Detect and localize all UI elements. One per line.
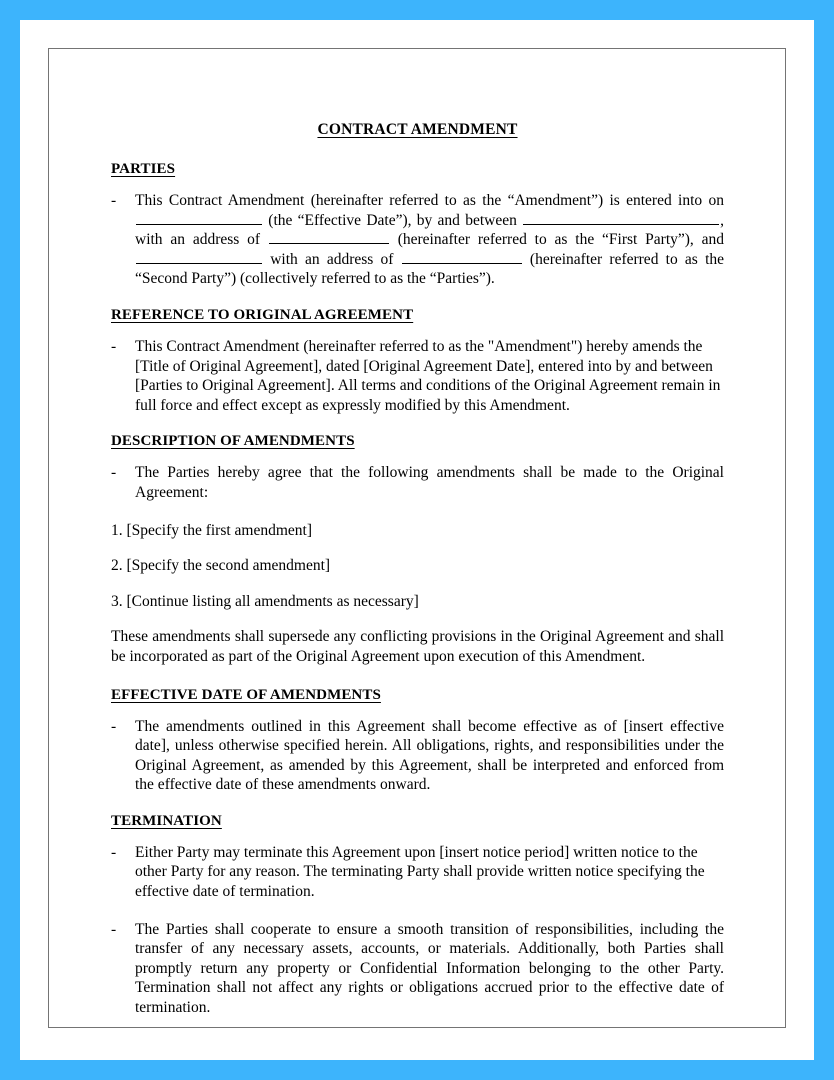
bullet-text-description: The Parties hereby agree that the following amendments shall be made to the Original Agreement: [135, 464, 724, 501]
document-body [111, 121, 724, 1036]
section-heading-effective-date-text: EFFECTIVE DATE OF AMENDMENTS [111, 686, 381, 703]
bullet-dash-marker: - [111, 717, 117, 735]
blank-effective-date[interactable] [136, 211, 262, 225]
parties-text-part-4: (hereinafter referred to as the “First Party”), and [397, 231, 725, 249]
bullet-text-termination-1: Either Party may terminate this Agreement upon [insert notice period] written notice to the other Party for any reason. The terminating Party shall provide written notice specifying the effective date of termination. [135, 843, 705, 901]
bullet-parties [111, 191, 724, 289]
bullet-text-parties [135, 191, 724, 289]
section-parties [111, 161, 724, 289]
bullet-dash-marker: - [111, 464, 117, 482]
blank-first-party-name[interactable] [523, 211, 719, 225]
section-heading-parties [111, 161, 724, 178]
section-termination [111, 813, 724, 1018]
section-effective-date-of-amendments [111, 687, 724, 795]
section-heading-effective-date [111, 687, 724, 704]
bullet-termination-2 [111, 920, 724, 1018]
blank-first-party-address[interactable] [269, 230, 389, 244]
section-heading-parties-text: PARTIES [111, 161, 176, 177]
document-title [111, 121, 724, 139]
section-heading-description-text: DESCRIPTION OF AMENDMENTS [111, 433, 355, 450]
bullet-dash-marker: - [111, 843, 117, 861]
parties-text-part-6: (hereinafter referred to as the “Second Party”) (collectively referred to as the “Parties”). [135, 250, 724, 288]
parties-text-part-5: with an address of [270, 250, 394, 268]
bullet-dash-marker: - [111, 192, 117, 209]
section-heading-reference [111, 307, 724, 324]
section-description-of-amendments [111, 433, 724, 666]
blank-second-party-name[interactable] [136, 250, 262, 264]
description-closing-paragraph: These amendments shall supersede any conflicting provisions in the Original Agreement and shall be incorporated as part of the Original Agreement upon execution of this Amendment. [111, 628, 724, 665]
section-heading-description [111, 433, 724, 450]
page-sheet [20, 20, 814, 1060]
bullet-reference [111, 337, 724, 415]
bullet-text-effective-date: The amendments outlined in this Agreement shall become effective as of [insert effective date], unless otherwise specified herein. All obligations, rights, and responsibilities under the Original Agreement, as amended by this Agreement, shall be interpreted and enforced from the effective date of these amendments onward. [135, 717, 724, 794]
document-title-text: CONTRACT AMENDMENT [317, 121, 518, 138]
parties-text-part-2: (the “Effective Date”), by and between [268, 211, 517, 229]
section-heading-termination-text: TERMINATION [111, 812, 222, 829]
parties-text-part-1: This Contract Amendment (hereinafter referred to as the “Amendment”) is entered into on [135, 192, 724, 209]
bullet-effective-date [111, 717, 724, 795]
bullet-text-reference: This Contract Amendment (hereinafter referred to as the "Amendment") hereby amends the [Title of Original Agreement], dated [Original Agreement Date], entered into by and between [Parties to Original Agreement]. All terms and conditions of the Original Agreement remain in full force and effect except as expressly modified by this Amendment. [135, 337, 721, 414]
numbered-item: 2. [Specify the second amendment] [111, 557, 331, 575]
numbered-item: 1. [Specify the first amendment] [111, 521, 313, 539]
parties-text-part-3: , with an address of [135, 211, 725, 249]
section-heading-reference-text: REFERENCE TO ORIGINAL AGREEMENT [111, 306, 414, 323]
bullet-description [111, 463, 724, 502]
bullet-termination-1 [111, 843, 724, 902]
numbered-item: 3. [Continue listing all amendments as necessary] [111, 592, 419, 610]
section-heading-termination [111, 813, 724, 830]
section-reference-to-original-agreement [111, 307, 724, 415]
bullet-dash-marker: - [111, 337, 117, 355]
bullet-dash-marker: - [111, 920, 117, 938]
blank-second-party-address[interactable] [402, 250, 522, 264]
page-border-frame [48, 48, 786, 1028]
bullet-text-termination-2: The Parties shall cooperate to ensure a smooth transition of responsibilities, including the transfer of any necessary assets, accounts, or materials. Additionally, both Parties shall promptly return any property or Confidential Information belonging to the other Party. Termination shall not affect any rights or obligations accrued prior to the effective date of termination. [135, 920, 724, 1017]
